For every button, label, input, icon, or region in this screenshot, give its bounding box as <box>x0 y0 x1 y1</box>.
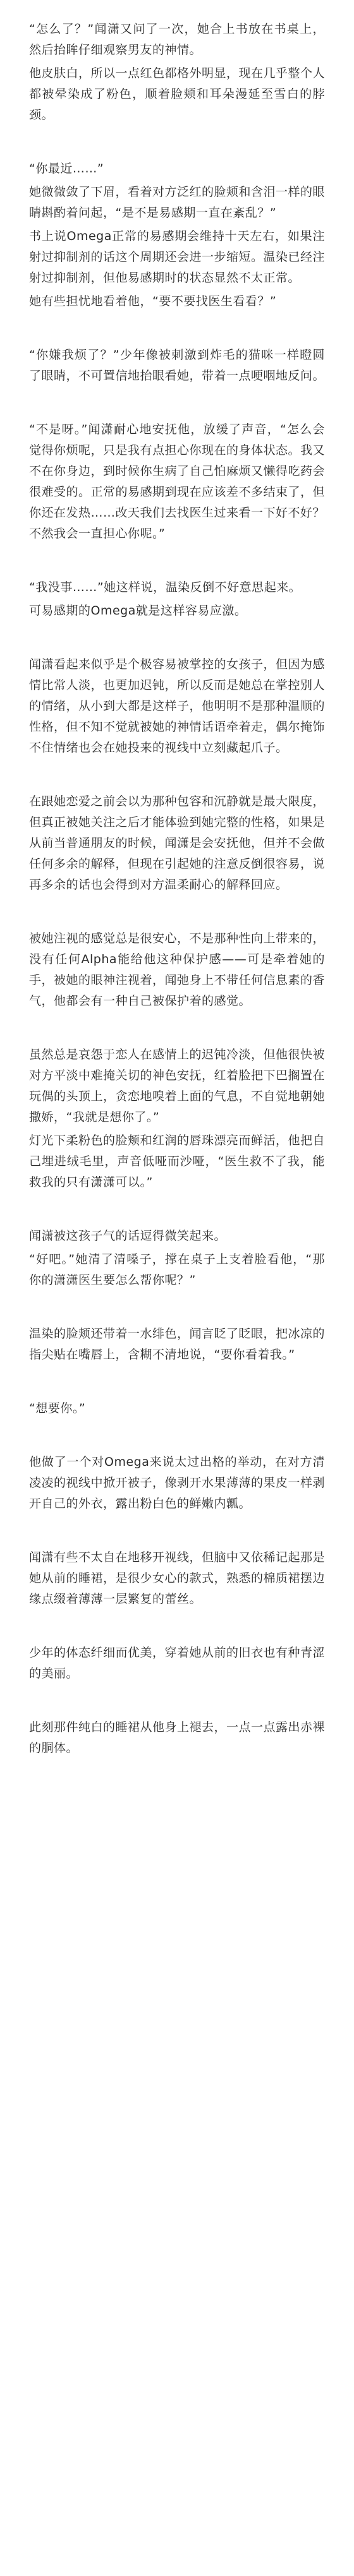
paragraph: 少年的体态纤细而优美，穿着她从前的旧衣也有种青涩的美丽。 <box>29 1646 326 1680</box>
paragraph: 闻潇看起来似乎是个极容易被掌控的女孩子，但因为感情比常人淡，也更加迟钝，所以反而是她总在掌控别人的情绪，从小到大都是这样子，他明明不是那种温顺的性格，但不知不觉就被她的神情话语牵着走，偶尔掩饰不住情绪也会在她投来的视线中立刻藏起爪子。 <box>29 657 326 755</box>
paragraph: 闻潇有些不太自在地移开视线，但脑中又依稀记起那是她从前的睡裙，是很少女心的款式，熟悉的棉质裙摆边缘点缀着薄薄一层繁复的蕾丝。 <box>29 1550 326 1606</box>
paragraph: “我没事……”她这样说，温染反倒不好意思起来。 <box>29 580 302 594</box>
paragraph: “怎么了？”闻潇又问了一次，她合上书放在书桌上，然后抬眸仔细观察男友的神情。 <box>29 22 325 57</box>
paragraph: 他做了一个对Omega来说太过出格的举动，在对方清凌凌的视线中掀开被子，像剥开水果薄薄的果皮一样剥开自己的外衣，露出粉白色的鲜嫩内瓤。 <box>29 1455 326 1511</box>
paragraph: “不是呀。”闻潇耐心地安抚他，放缓了声音，“怎么会觉得你烦呢，只是我有点担心你现在的身体状态。我又不在你身边，到时候你生病了自己怕麻烦又懒得吃药会很难受的。正常的易感期到现在应该差不多结束了，但你还在发热……改天我们去找医生过来看一下好不好？不然我会一直担心你呢。” <box>29 422 326 541</box>
paragraph: 虽然总是哀怨于恋人在感情上的迟钝冷淡，但他很快被对方平淡中难掩关切的神色安抚，红着脸把下巴搁置在玩偶的头顶上，贪恋地嗅着上面的气息，不自觉地朝她撒娇，“我就是想你了。” <box>29 1048 326 1124</box>
paragraph: 温染的脸颊还带着一水绯色，闻言眨了眨眼，把冰凉的指尖贴在嘴唇上，含糊不清地说，“要你看着我。” <box>29 1327 326 1362</box>
paragraph: 可易感期的Omega就是这样容易应激。 <box>29 604 247 618</box>
paragraph: 此刻那件纯白的睡裙从他身上褪去，一点一点露出赤裸的胴体。 <box>29 1720 326 1755</box>
paragraph: 在跟她恋爱之前会以为那种包容和沉静就是最大限度，但真正被她关注之后才能体验到她完整的性格，如果是从前当普通朋友的时候，闻潇是会安抚他，但并不会做任何多余的解释，但现在引起她的注意反倒很容易，说再多余的话也会得到对方温柔耐心的解释回应。 <box>29 794 326 892</box>
paragraph: 书上说Omega正常的易感期会维持十天左右，如果注射过抑制剂的话这个周期还会进一步缩短。温染已经注射过抑制剂，但他易感期时的状态显然不太正常。 <box>29 229 326 285</box>
paragraph: “你最近……” <box>29 162 104 176</box>
paragraph: “想要你。” <box>29 1401 86 1415</box>
paragraph: 她有些担忧地看着他，“要不要找医生看看？” <box>29 294 277 308</box>
paragraph: 她微微敛了下眉，看着对方泛红的脸颊和含泪一样的眼睛斟酌着问起，“是不是易感期一直在紊乱？” <box>29 185 326 220</box>
paragraph: 灯光下柔粉色的脸颊和红润的唇珠漂亮而鲜活，他把自己埋进绒毛里，声音低哑而沙哑，“医生救不了我，能救我的只有潇潇可以。” <box>29 1134 326 1189</box>
paragraph: “你嫌我烦了？”少年像被刺激到炸毛的猫咪一样瞪圆了眼睛，不可置信地抬眼看她，带着一点哽咽地反问。 <box>29 348 326 383</box>
paragraph: “好吧。”她清了清嗓子，撑在桌子上支着脸看他，“那你的潇潇医生要怎么帮你呢？” <box>29 1252 325 1287</box>
paragraph: 被她注视的感觉总是很安心，不是那种性向上带来的，没有任何Alpha能给他这种保护感——可是牵着她的手，被她的眼神注视着，闻弛身上不带任何信息素的香气，他都会有一种自己被保护着的感觉。 <box>29 932 326 1008</box>
paragraph: 闻潇被这孩子气的话逗得微笑起来。 <box>29 1229 227 1243</box>
paragraph: 他皮肤白，所以一点红色都格外明显，现在几乎整个人都被晕染成了粉色，顺着脸颊和耳朵漫延至雪白的脖颈。 <box>29 66 326 122</box>
